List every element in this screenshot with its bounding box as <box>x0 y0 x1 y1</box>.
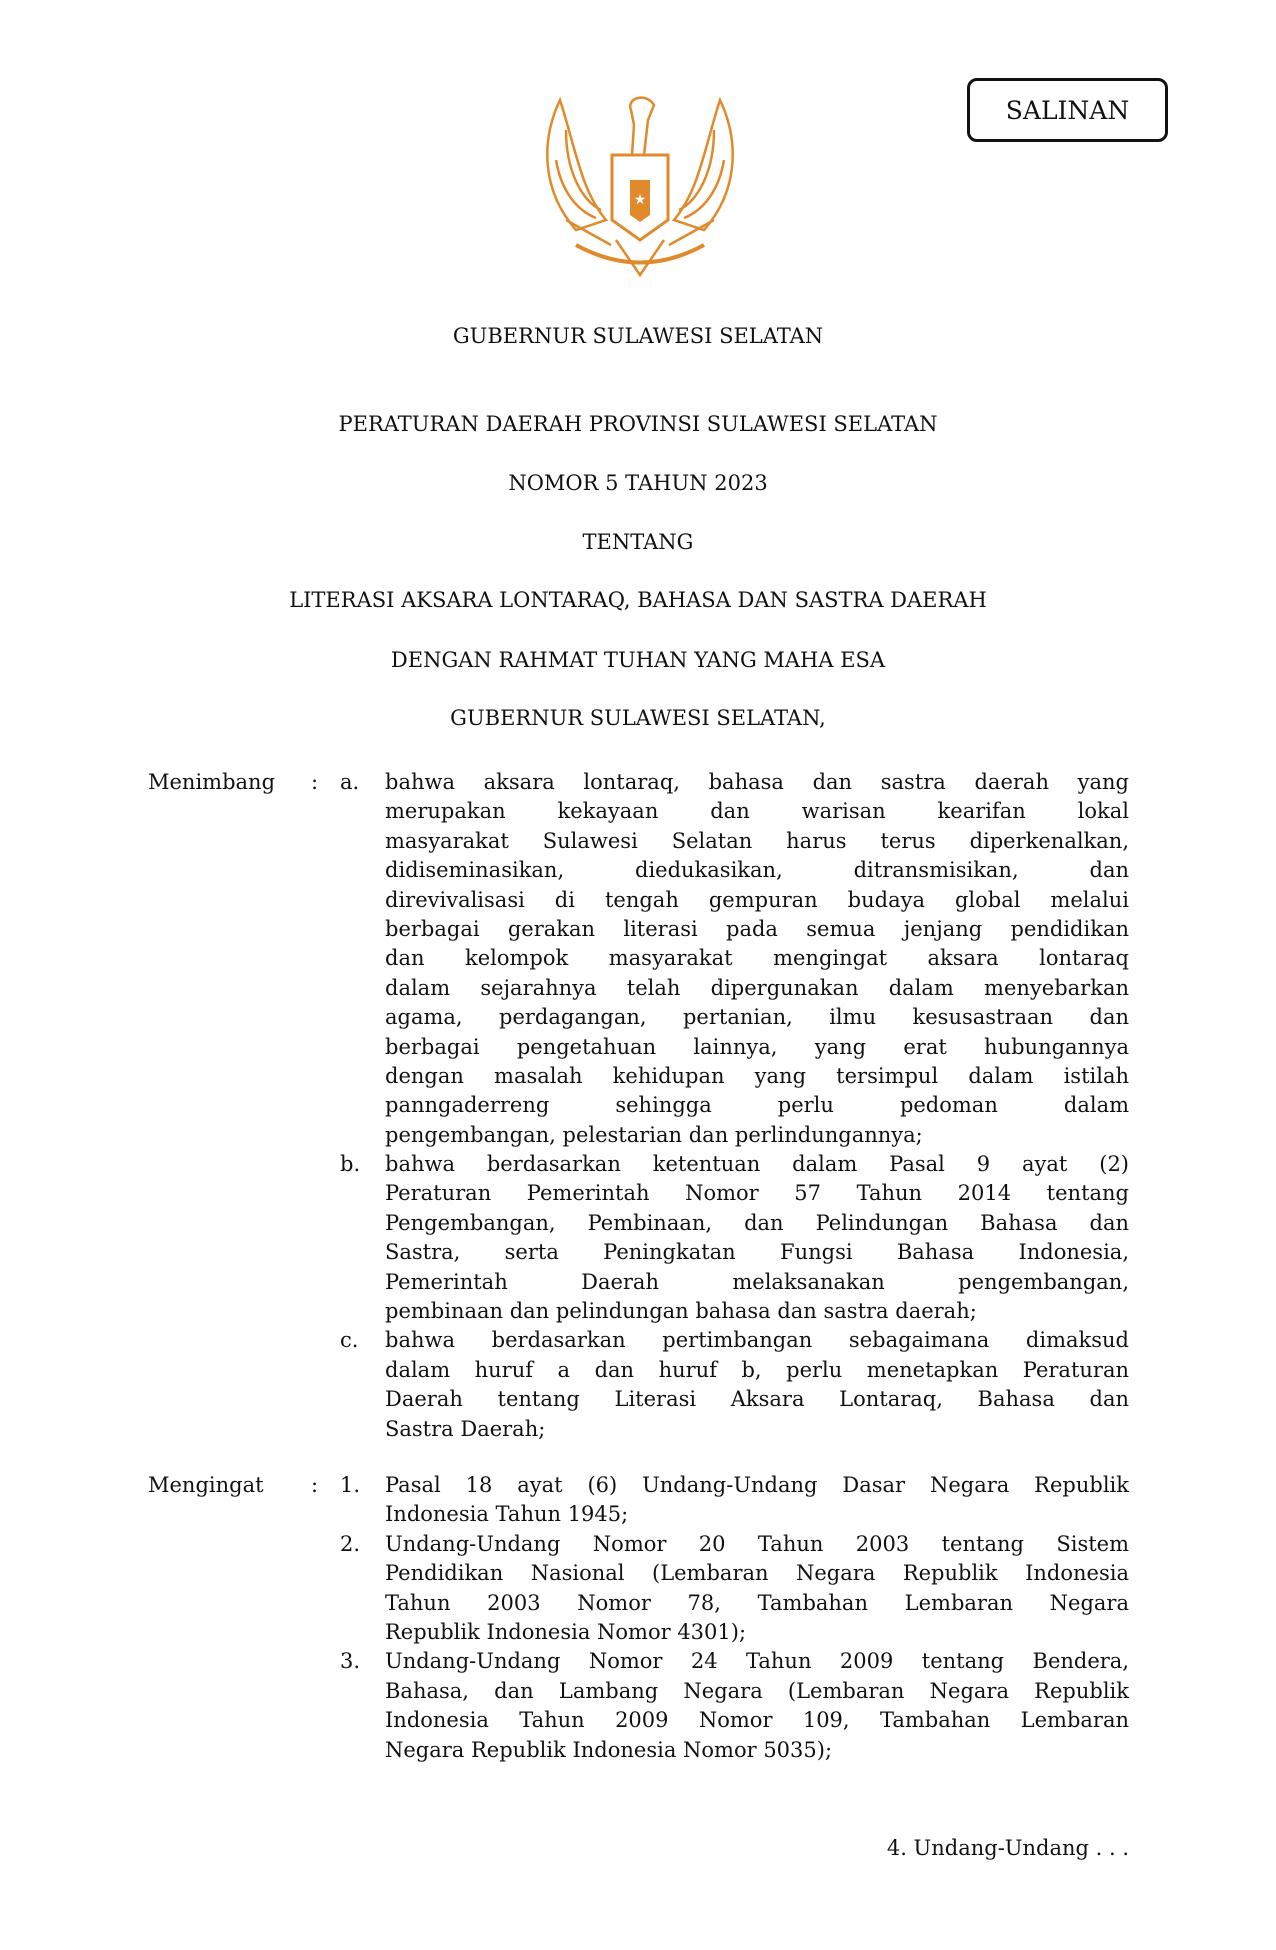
mengingat-label: Mengingat <box>148 1473 264 1497</box>
item-text-line: Sastra, serta Peningkatan Fungsi Bahasa Indonesia, <box>385 1240 1129 1265</box>
page-continuation: 4. Undang-Undang . . . <box>886 1836 1129 1860</box>
mengingat-item <box>0 1647 1276 1765</box>
menimbang-item <box>0 768 1276 1150</box>
item-marker: 1. <box>340 1473 361 1497</box>
item-text-line: pengembangan, pelestarian dan perlindungannya; <box>385 1122 923 1147</box>
item-text-line: Indonesia Tahun 2009 Nomor 109, Tambahan Lembaran <box>385 1708 1129 1733</box>
item-text-line: dalam sejarahnya telah dipergunakan dalam menyebarkan <box>385 975 1129 1000</box>
menimbang-item <box>0 1326 1276 1444</box>
salinan-label: SALINAN <box>1005 95 1130 125</box>
item-text-line: dalam huruf a dan huruf b, perlu menetapkan Peraturan <box>385 1357 1129 1382</box>
regulation-subject: LITERASI AKSARA LONTARAQ, BAHASA DAN SASTRA DAERAH <box>289 588 987 612</box>
item-text-line: Pengembangan, Pembinaan, dan Pelindungan Bahasa dan <box>385 1210 1129 1235</box>
item-text-line: Undang-Undang Nomor 20 Tahun 2003 tentang Sistem <box>385 1531 1129 1556</box>
salinan-stamp <box>967 78 1168 142</box>
about-heading: TENTANG <box>582 530 694 554</box>
regulation-title: PERATURAN DAERAH PROVINSI SULAWESI SELATAN <box>338 412 938 436</box>
item-text-line: panngaderreng sehingga perlu pedoman dalam <box>385 1093 1129 1118</box>
item-text-line: Pendidikan Nasional (Lembaran Negara Republik Indonesia <box>385 1561 1129 1586</box>
item-text-line: bahwa aksara lontaraq, bahasa dan sastra daerah yang <box>385 770 1129 794</box>
garuda-emblem-icon <box>536 80 744 285</box>
invocation: DENGAN RAHMAT TUHAN YANG MAHA ESA <box>390 648 886 672</box>
item-text-line: agama, perdagangan, pertanian, ilmu kesusastraan dan <box>385 1005 1129 1030</box>
svg-text:★: ★ <box>633 192 647 208</box>
item-text-line: bahwa berdasarkan ketentuan dalam Pasal 9 ayat (2) <box>385 1152 1129 1177</box>
item-text-line: merupakan kekayaan dan warisan kearifan lokal <box>385 799 1129 824</box>
item-text-line: Peraturan Pemerintah Nomor 57 Tahun 2014 tentang <box>385 1181 1129 1206</box>
item-text-line: dengan masalah kehidupan yang tersimpul dalam istilah <box>385 1063 1129 1088</box>
item-text-line: Republik Indonesia Nomor 4301); <box>385 1619 747 1644</box>
item-text-line: masyarakat Sulawesi Selatan harus terus diperkenalkan, <box>385 828 1129 853</box>
item-text-line: direvivalisasi di tengah gempuran budaya global melalui <box>385 887 1129 912</box>
menimbang-item <box>0 1150 1276 1326</box>
menimbang-colon: : <box>311 770 319 794</box>
mengingat-item <box>0 1471 1276 1530</box>
mengingat-section <box>0 1471 1276 1765</box>
item-text-line: Pemerintah Daerah melaksanakan pengembangan, <box>385 1269 1129 1294</box>
item-text-line: Bahasa, dan Lambang Negara (Lembaran Negara Republik <box>385 1678 1129 1703</box>
item-text-line: Pasal 18 ayat (6) Undang-Undang Dasar Negara Republik <box>385 1473 1129 1497</box>
item-marker: c. <box>340 1328 359 1353</box>
item-text-line: dan kelompok masyarakat mengingat aksara lontaraq <box>385 946 1129 971</box>
item-text-line: Undang-Undang Nomor 24 Tahun 2009 tentang Bendera, <box>385 1649 1129 1674</box>
menimbang-label: Menimbang <box>148 770 276 794</box>
item-text-line: Daerah tentang Literasi Aksara Lontaraq, Bahasa dan <box>385 1387 1129 1412</box>
mengingat-colon: : <box>311 1473 319 1497</box>
item-marker: 2. <box>340 1531 361 1556</box>
item-text-line: bahwa berdasarkan pertimbangan sebagaimana dimaksud <box>385 1328 1129 1353</box>
item-text-line: Indonesia Tahun 1945; <box>385 1502 629 1527</box>
item-text-line: Tahun 2003 Nomor 78, Tambahan Lembaran Negara <box>385 1590 1129 1615</box>
item-text-line: Sastra Daerah; <box>385 1416 546 1441</box>
menimbang-section <box>0 768 1276 1444</box>
issuer-heading: GUBERNUR SULAWESI SELATAN <box>452 324 824 348</box>
mengingat-item <box>0 1530 1276 1648</box>
item-text-line: berbagai pengetahuan lainnya, yang erat hubungannya <box>385 1034 1129 1059</box>
regulation-number: NOMOR 5 TAHUN 2023 <box>508 471 768 495</box>
authority-heading: GUBERNUR SULAWESI SELATAN, <box>450 706 826 730</box>
item-marker: a. <box>340 770 360 794</box>
item-text-line: berbagai gerakan literasi pada semua jenjang pendidikan <box>385 916 1129 941</box>
item-marker: b. <box>340 1152 361 1177</box>
item-text-line: pembinaan dan pelindungan bahasa dan sastra daerah; <box>385 1299 977 1324</box>
item-text-line: didiseminasikan, diedukasikan, ditransmisikan, dan <box>385 858 1129 883</box>
item-text-line: Negara Republik Indonesia Nomor 5035); <box>385 1737 833 1762</box>
item-marker: 3. <box>340 1649 361 1674</box>
